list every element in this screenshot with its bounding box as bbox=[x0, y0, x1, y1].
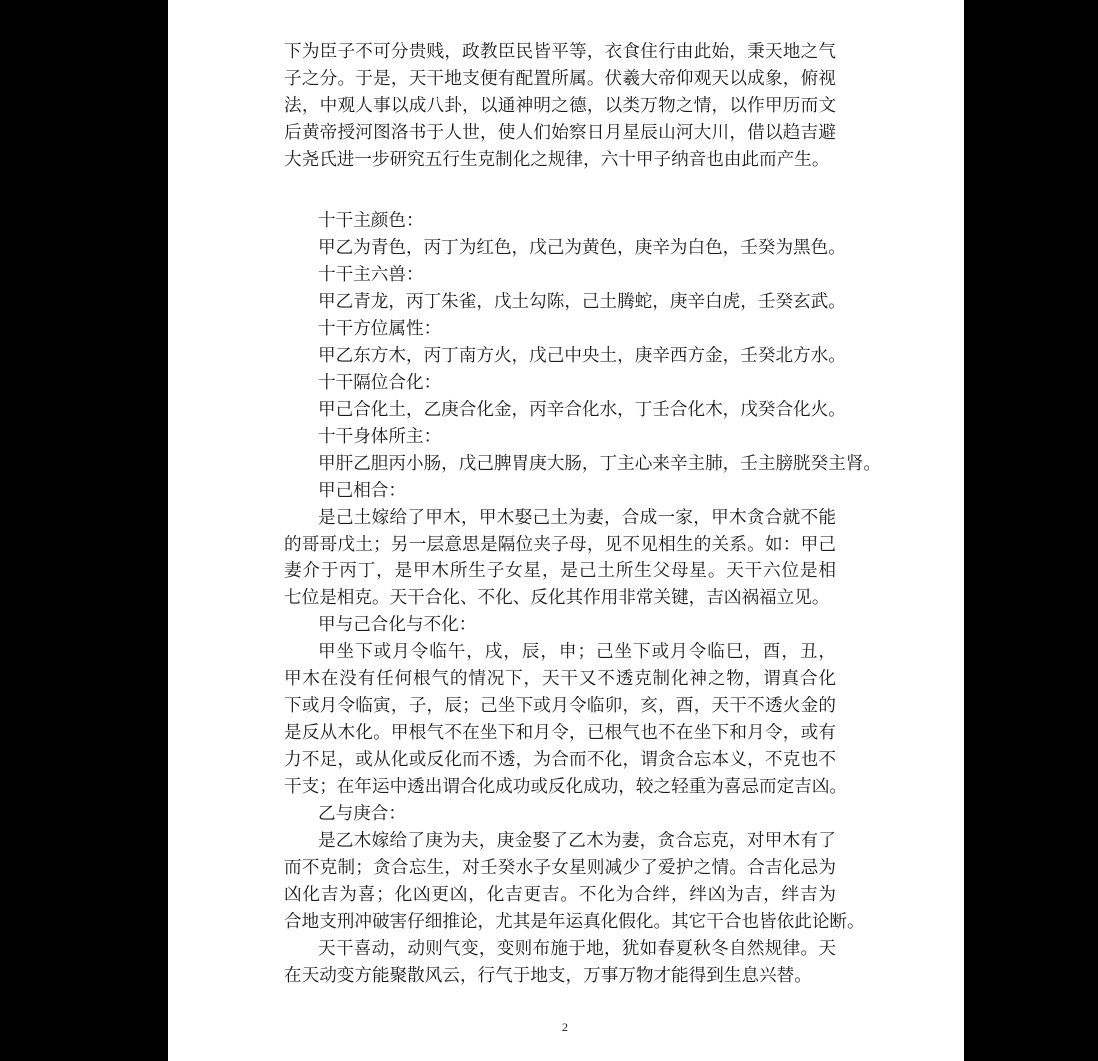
text-line: 甲肝乙胆丙小肠，戊己脾胃庚大肠，丁主心来辛主肺，壬主膀胱癸主肾。 bbox=[318, 453, 882, 474]
text-line: 十干身体所主： bbox=[318, 426, 442, 447]
text-line: 十干隔位合化： bbox=[318, 372, 442, 393]
text-line: 大尧氏进一步研究五行生克制化之规律，六十甲子纳音也由此而产生。 bbox=[284, 150, 830, 170]
text-line: 七位是相克。天干合化、不化、反化其作用非常关键，吉凶祸福立见。 bbox=[284, 588, 830, 609]
text-line: 后黄帝授河图洛书于人世，使人们始察日月星辰山河大川，借以趋吉避 bbox=[284, 123, 836, 143]
text-line: 下为臣子不可分贵贱，政教臣民皆平等，衣食住行由此始，秉天地之气 bbox=[284, 42, 836, 62]
text-line: 是乙木嫁给了庚为夫，庚金娶了乙木为妻，贪合忘克，对甲木有了 bbox=[318, 831, 836, 852]
text-line: 子之分。于是，天干地支便有配置所属。伏羲大帝仰观天以成象，俯视 bbox=[284, 69, 836, 89]
text-line: 甲乙为青色，丙丁为红色，戊己为黄色，庚辛为白色，壬癸为黑色。 bbox=[318, 237, 846, 258]
page-number: 2 bbox=[562, 1020, 568, 1034]
text-line: 的哥哥戊土；另一层意思是隔位夹子母，见不见相生的关系。如：甲己 bbox=[284, 534, 836, 555]
text-line: 十干主六兽： bbox=[318, 264, 424, 285]
text-line: 甲己相合： bbox=[318, 480, 406, 501]
text-line: 是反从木化。甲根气不在坐下和月令，已根气也不在坐下和月令，或有 bbox=[284, 723, 836, 744]
text-line: 天干喜动，动则气变，变则布施于地，犹如春夏秋冬自然规律。天 bbox=[318, 938, 836, 959]
text-line: 法，中观人事以成八卦，以通神明之德，以类万物之情，以作甲历而文 bbox=[284, 96, 836, 116]
text-line: 甲与己合化与不化： bbox=[318, 615, 477, 636]
text-line: 乙与庚合： bbox=[318, 804, 406, 825]
text-line: 甲坐下或月令临午，戌，辰，申；己坐下或月令临巳，酉，丑， bbox=[318, 642, 836, 663]
text-line: 力不足，或从化或反化而不透，为合而不化，谓贪合忘本义，不克也不 bbox=[284, 750, 836, 771]
text-line: 是己土嫁给了甲木，甲木娶己土为妻，合成一家，甲木贪合就不能 bbox=[318, 507, 836, 528]
document-page bbox=[168, 0, 964, 1061]
text-line: 合地支刑冲破害仔细推论，尤其是年运真化假化。其它干合也皆依此论断。 bbox=[284, 911, 865, 932]
text-line: 甲己合化土，乙庚合化金，丙辛合化水，丁壬合化木，戊癸合化火。 bbox=[318, 399, 846, 420]
text-line: 十干主颜色： bbox=[318, 211, 424, 231]
text-line: 妻介于丙丁，是甲木所生子女星，是己土所生父母星。天干六位是相 bbox=[284, 561, 836, 582]
text-line: 甲木在没有任何根气的情况下，天干又不透克制化神之物，谓真合化 bbox=[284, 669, 836, 690]
text-line: 凶化吉为喜；化凶更凶，化吉更吉。不化为合绊，绊凶为吉，绊吉为 bbox=[284, 885, 836, 905]
text-line: 干支；在年运中透出谓合化成功或反化成功，较之轻重为喜忌而定吉凶。 bbox=[284, 777, 848, 798]
text-line: 甲乙东方木，丙丁南方火，戊己中央土，庚辛西方金，壬癸北方水。 bbox=[318, 345, 846, 366]
text-line: 下或月令临寅，子，辰；己坐下或月令临卯，亥，酉，天干不透火金的 bbox=[284, 696, 836, 717]
text-line: 甲乙青龙，丙丁朱雀，戊土勾陈，己土腾蛇，庚辛白虎，壬癸玄武。 bbox=[318, 291, 846, 312]
text-line: 十干方位属性： bbox=[318, 318, 442, 339]
text-line: 而不克制；贪合忘生，对壬癸水子女星则减少了爱护之情。合吉化忌为 bbox=[284, 858, 836, 879]
text-line: 在天动变方能聚散风云，行气于地支，万事万物才能得到生息兴替。 bbox=[284, 965, 812, 986]
